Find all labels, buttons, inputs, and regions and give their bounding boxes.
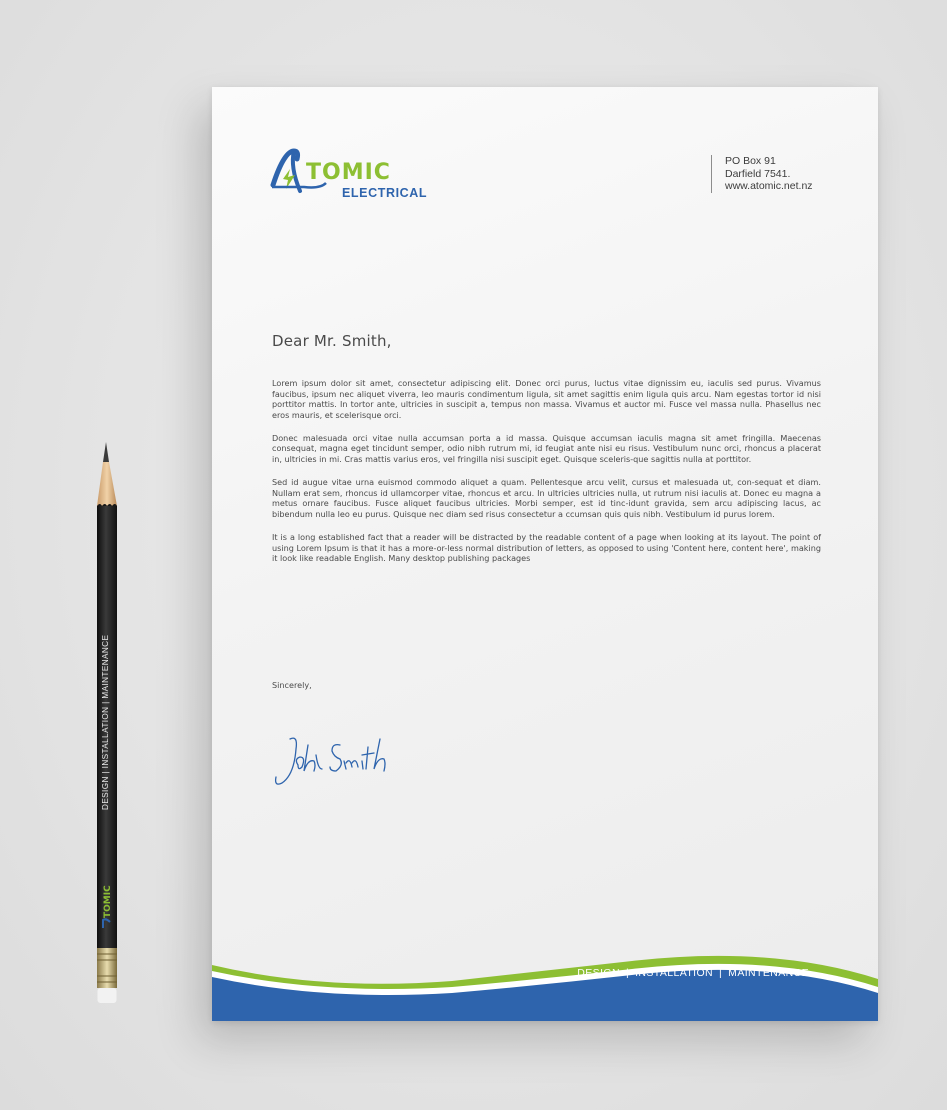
footer-band [212, 931, 878, 1021]
pencil-logo [100, 882, 114, 930]
tagline-installation: INSTALLATION [635, 967, 714, 979]
address-po-box: PO Box 91 [725, 155, 776, 167]
footer-tagline [577, 967, 809, 979]
address-website: www.atomic.net.nz [725, 180, 813, 192]
pencil-tagline: DESIGN | INSTALLATION | MAINTENANCE [101, 634, 110, 810]
paragraph-3: Sed id augue vitae urna euismod commodo aliquet a quam. Pellentesque arcu velit, cursus et malesuada ut, con-sequat et diam. Nullam erat sem, rhoncus id ullamcorper vitae, rhoncus et arcu. In ultricies ultricies nulla, ut rutrum nisi iaculis at. Donec eu magna a metus ornare faucibus. Fusce aliquet faucibus ultricies. Morbi semper, est id tinc-idunt gravida, sem arcu adipiscing lacus, ac bibendum nulla leo eu purus. Quisque nec diam sed risus consectetur a ccumsan quis quis nibh. Vestibulum id purus lorem. [272, 477, 821, 519]
letter-body [272, 378, 821, 576]
tagline-separator: | [625, 967, 630, 979]
letterhead-sheet [212, 87, 878, 1021]
tagline-design: DESIGN [577, 967, 620, 979]
logo-text-bottom: ELECTRICAL [342, 186, 428, 200]
paragraph-1: Lorem ipsum dolor sit amet, consectetur adipiscing elit. Donec orci purus, luctus vitae dignissim eu, iaculis sed purus. Vivamus faucibus, ipsum nec aliquet viverra, leo mauris condimentum ligula, sit amet sagittis enim ligula quis arcu. Nam egestas tortor id nisi porttitor mattis. In tortor ante, ultricies in suscipit a, tempus non massa. Vivamus et auctor mi. Fusce vel massa nulla. Phasellus nec eros mauris, et scelerisque orci. [272, 378, 821, 420]
salutation: Dear Mr. Smith, [272, 332, 392, 350]
closing: Sincerely, [272, 680, 312, 690]
paragraph-2: Donec malesuada orci vitae nulla accumsan porta a id massa. Quisque accumsan iaculis magna sit amet fringilla. Maecenas consequat, magna eget tincidunt semper, odio nibh rutrum mi, id feugiat ante nisi eu risus. Vestibulum nunc orci, rhoncus a placerat in, ultricies in mi. Cras mattis varius eros, vel fringilla nisi suscipit eget. Quisque sceleris-que sagittis nulla at porttitor. [272, 432, 821, 465]
tagline-maintenance: MAINTENANCE [728, 967, 809, 979]
logo-graphic [270, 147, 446, 205]
paragraph-4: It is a long established fact that a reader will be distracted by the readable content of a page when looking at its layout. The point of using Lorem Ipsum is that it has a more-or-less normal distribution of letters, as opposed to using 'Content here, content here', making it look like readable English. Many desktop publishing packages [272, 532, 821, 564]
tagline-separator: | [719, 967, 723, 979]
address-city: Darfield 7541. [725, 167, 791, 180]
pencil-logo-text: TOMIC [103, 885, 113, 918]
signature-image [268, 725, 398, 795]
logo-text-top: TOMIC [306, 160, 391, 185]
address-block [711, 155, 813, 193]
atomic-electrical-logo [270, 147, 446, 205]
